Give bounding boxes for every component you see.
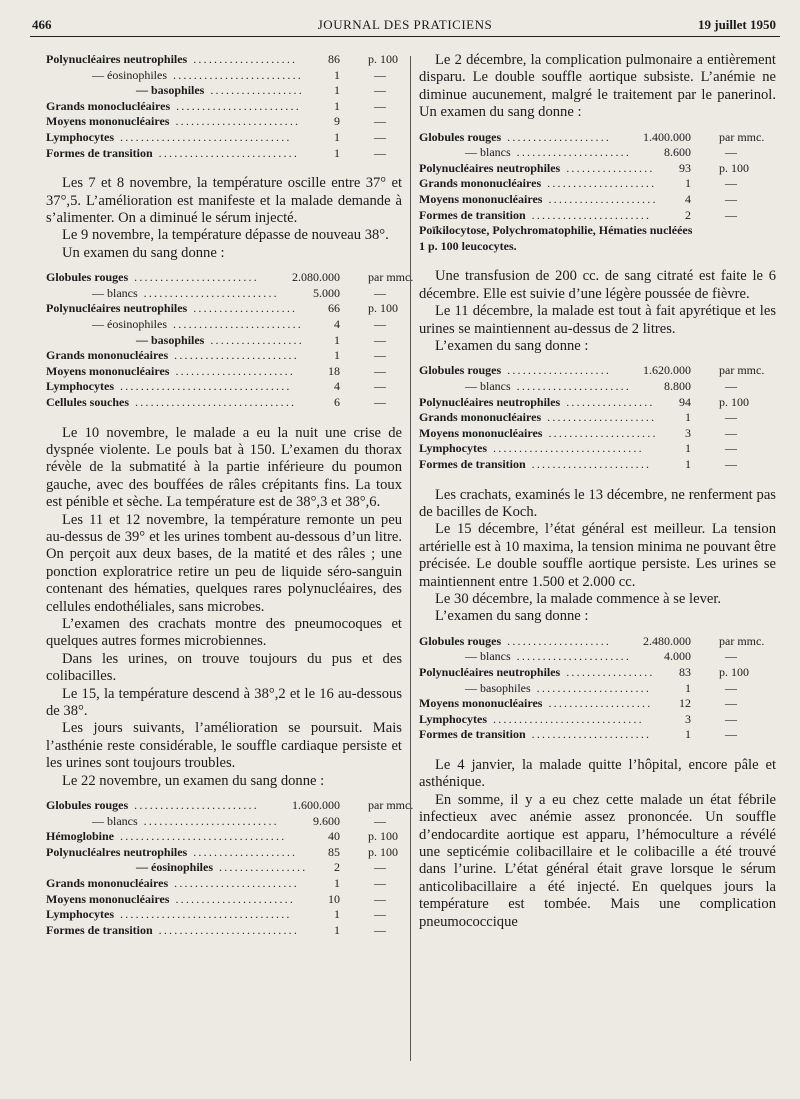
row-label: — éosinophiles <box>92 67 167 82</box>
dot-leader: ..................... <box>547 410 657 425</box>
table-row <box>46 114 402 130</box>
row-value: 1.400.000 <box>643 129 691 144</box>
dot-leader: ................. <box>566 160 655 175</box>
row-value: 3 <box>685 711 691 726</box>
paragraph: L’examen du sang donne : <box>435 338 589 354</box>
dot-leader: ........................ <box>174 348 299 363</box>
row-label: — éosinophiles <box>136 860 214 875</box>
table-row <box>46 348 402 364</box>
dot-leader: ............................. <box>493 441 644 456</box>
row-value: 4.000 <box>664 649 691 664</box>
row-unit: — <box>725 456 737 471</box>
row-label: Polynucléaires neutrophiles <box>419 665 561 679</box>
row-label: Formes de transition <box>46 145 153 160</box>
dot-leader: ............................... <box>135 394 297 409</box>
row-unit: par mmc. <box>368 270 414 285</box>
note-line: Poïkilocytose, Polychromatophilie, Hématies nucléées <box>419 223 693 238</box>
row-label: — blancs <box>465 145 511 160</box>
row-value: 1 <box>334 129 340 144</box>
row-value: 2.080.000 <box>292 270 340 285</box>
row-label: Moyens mononucléaires <box>419 192 543 206</box>
table-row <box>46 333 402 349</box>
table-row <box>419 712 776 728</box>
row-value: 66 <box>328 301 340 316</box>
row-label: Grands mononucléaires <box>46 876 169 891</box>
table-row <box>419 681 776 697</box>
row-label: Cellules souches <box>46 394 130 409</box>
dot-leader: .................. <box>210 332 304 347</box>
table-row <box>419 426 776 442</box>
dot-leader: .................... <box>193 844 298 859</box>
row-label: Moyens mononucléaires <box>46 891 170 906</box>
dot-leader: ................. <box>219 860 308 875</box>
paragraph: Dans les urines, on trouve toujours du pus et des colibacilles. <box>46 650 402 685</box>
row-unit: — <box>725 680 737 695</box>
dot-leader: .................... <box>507 129 612 144</box>
row-unit: — <box>725 410 737 425</box>
row-unit: — <box>374 394 386 409</box>
row-value: 1 <box>334 876 340 891</box>
row-unit: — <box>725 711 737 726</box>
row-label: Globules rouges <box>419 633 502 648</box>
table-row <box>419 363 776 379</box>
dot-leader: ........................... <box>158 922 300 937</box>
blood-table-6 <box>419 634 776 743</box>
page-number: 466 <box>32 17 52 32</box>
row-unit: — <box>374 860 386 875</box>
paragraph: L’examen du sang donne : <box>435 608 589 625</box>
row-unit: — <box>725 145 737 160</box>
row-value: 1 <box>685 727 691 742</box>
dot-leader: .................... <box>193 52 298 66</box>
row-label: Grands mononucléaires <box>419 176 542 191</box>
row-value: 1 <box>685 176 691 191</box>
row-unit: — <box>374 813 386 828</box>
row-unit: p. 100 <box>719 394 749 409</box>
row-label: Globules rouges <box>46 270 129 285</box>
row-value: 9 <box>334 114 340 129</box>
row-label: Lymphocytes <box>46 129 115 144</box>
row-label: Formes de transition <box>419 207 526 222</box>
table-row <box>46 860 402 876</box>
table-row <box>46 364 402 380</box>
paragraph: Un examen du sang donne : <box>62 244 225 261</box>
table-row <box>419 457 776 473</box>
row-label: — éosinophiles <box>92 316 167 331</box>
row-label: Formes de transition <box>46 922 153 937</box>
row-value: 5.000 <box>313 285 340 300</box>
dot-leader: ......................... <box>173 67 303 82</box>
right-column <box>419 52 776 931</box>
paragraph: Le 9 novembre, la température dépasse de nouveau 38°. <box>62 227 389 244</box>
row-label: Polynucléaires neutrophiles <box>46 301 188 316</box>
row-value: 1 <box>334 922 340 937</box>
row-unit: — <box>725 649 737 664</box>
row-unit: — <box>374 332 386 347</box>
dot-leader: .......................... <box>143 285 279 300</box>
paragraph: Les crachats, examinés le 13 décembre, ne renferment pas de bacilles de Koch. <box>419 486 776 520</box>
table-row <box>46 301 402 317</box>
row-value: 1 <box>334 83 340 98</box>
row-label: Globules rouges <box>419 363 502 378</box>
row-label: Moyens mononucléaires <box>419 696 543 711</box>
journal-title: JOURNAL DES PRATICIENS <box>317 17 493 32</box>
issue-date: 19 juillet 1950 <box>698 17 776 32</box>
row-label: — basophiles <box>136 83 205 98</box>
row-unit: p. 100 <box>368 844 398 859</box>
row-unit: — <box>374 114 386 129</box>
row-value: 2 <box>334 860 340 875</box>
row-value: 1 <box>334 67 340 82</box>
table-row <box>46 876 402 892</box>
blood-table-1 <box>46 52 402 161</box>
row-unit: — <box>725 441 737 456</box>
row-label: Lymphocytes <box>419 441 488 456</box>
paragraph: Le 15, la température descend à 38°,2 et le 16 au-dessous de 38°. <box>46 685 402 720</box>
row-label: Grands monoclucléaires <box>46 98 171 113</box>
dot-leader: .................... <box>507 363 612 378</box>
row-unit: — <box>374 67 386 82</box>
table-row <box>46 814 402 830</box>
dot-leader: ................................ <box>120 829 287 844</box>
dot-leader: ................. <box>566 394 655 409</box>
dot-leader: ................. <box>566 665 655 679</box>
dot-leader: ................................. <box>120 907 292 922</box>
row-unit: — <box>374 285 386 300</box>
row-value: 4 <box>685 192 691 206</box>
blood-table-3 <box>46 798 414 938</box>
paragraph: Le 11 décembre, la malade est tout à fait apyrétique et les urines se maintiennent au-dessus de 2 litres. <box>419 303 776 337</box>
row-label: Polynucléaires neutrophiles <box>419 394 561 409</box>
table-row <box>46 270 414 286</box>
row-value: 40 <box>328 829 340 844</box>
row-value: 94 <box>679 394 691 409</box>
row-unit: — <box>725 192 737 206</box>
table-row <box>46 845 402 861</box>
paragraph: Les jours suivants, l’amélioration se poursuit. Mais l’asthénie reste considérable, le souffle cardiaque persiste et les urines sont toujours troubles. <box>46 720 402 772</box>
row-label: — basophiles <box>465 680 531 695</box>
row-label: Lymphocytes <box>46 379 115 394</box>
dot-leader: ........................ <box>174 876 299 891</box>
dot-leader: ................................. <box>120 129 292 144</box>
row-value: 4 <box>334 379 340 394</box>
row-unit: — <box>374 348 386 363</box>
dot-leader: ............................. <box>493 711 644 726</box>
dot-leader: ....................... <box>531 456 652 471</box>
table-row <box>46 146 402 162</box>
row-label: Lymphocytes <box>46 907 115 922</box>
table-row <box>419 208 776 224</box>
dot-leader: ........................ <box>134 798 259 813</box>
row-unit: par mmc. <box>719 363 765 378</box>
row-value: 86 <box>328 52 340 66</box>
row-label: Hémoglobine <box>46 829 114 844</box>
row-unit: — <box>725 379 737 393</box>
table-row <box>46 798 414 814</box>
row-value: 1.600.000 <box>292 798 340 813</box>
table-row <box>46 83 402 99</box>
row-value: 18 <box>328 363 340 378</box>
dot-leader: ...................... <box>536 680 652 695</box>
row-unit: par mmc. <box>719 129 765 144</box>
row-label: Moyens mononucléaires <box>46 114 170 129</box>
row-unit: — <box>725 696 737 711</box>
row-value: 1 <box>685 441 691 456</box>
blood-table-4 <box>419 130 776 224</box>
row-value: 8.600 <box>664 145 691 160</box>
row-label: Formes de transition <box>419 456 526 471</box>
table-row <box>419 192 776 208</box>
row-label: Globules rouges <box>46 798 129 813</box>
row-label: Polynucléaires neutrophiles <box>46 52 188 66</box>
row-unit: — <box>374 363 386 378</box>
row-value: 8.800 <box>664 379 691 393</box>
dot-leader: .......................... <box>143 813 279 828</box>
row-value: 1 <box>334 332 340 347</box>
dot-leader: ...................... <box>516 379 632 393</box>
row-unit: — <box>725 207 737 222</box>
row-unit: par mmc. <box>719 633 765 648</box>
row-value: 1 <box>334 145 340 160</box>
row-value: 85 <box>328 844 340 859</box>
row-value: 93 <box>679 160 691 175</box>
row-value: 1.620.000 <box>643 363 691 378</box>
row-unit: — <box>374 98 386 113</box>
row-value: 12 <box>679 696 691 711</box>
row-unit: p. 100 <box>368 829 398 844</box>
table-row <box>419 130 776 146</box>
dot-leader: ....................... <box>531 207 652 222</box>
row-label: Formes de transition <box>419 727 526 742</box>
dot-leader: ........................ <box>134 270 259 285</box>
dot-leader: ........................ <box>176 98 301 113</box>
row-label: Polynucléaires neutrophiles <box>419 160 561 175</box>
row-unit: — <box>725 176 737 191</box>
table-row <box>46 923 402 939</box>
paragraph: Les 11 et 12 novembre, la température remonte un peu au-dessus de 39° et les urines tombent au-dessous d’un litre. On perçoit aux deux bases, de la matité et des râles ; une ponction exploratrice retire un peu de liquide séro-sanguin contenant des hématies, quelques rares polynucléaires, des cellules endothéliales, sans microbes. <box>46 511 402 615</box>
dot-leader: ....................... <box>531 727 652 742</box>
row-unit: — <box>374 907 386 922</box>
paragraph: Le 4 janvier, la malade quitte l’hôpital, encore pâle et asthénique. <box>419 756 776 791</box>
table-row <box>46 52 402 68</box>
row-value: 1 <box>685 456 691 471</box>
left-column <box>46 52 414 938</box>
paragraph: Le 15 décembre, l’état général est meilleur. La tension artérielle est à 10 maxima, la tension minima ne pouvant être précisée. Le double souffle aortique persiste. Les urines se maintiennent entre 1.500 et 2.000 cc. <box>419 521 776 590</box>
table-row <box>419 696 776 712</box>
row-value: 2.480.000 <box>643 633 691 648</box>
row-label: — blancs <box>92 813 138 828</box>
row-value: 1 <box>334 907 340 922</box>
row-label: Globules rouges <box>419 129 502 144</box>
row-value: 3 <box>685 425 691 440</box>
row-label: Grands mononucléaires <box>46 348 169 363</box>
table-row <box>46 317 402 333</box>
row-value: 4 <box>334 316 340 331</box>
paragraph: Le 22 novembre, un examen du sang donne : <box>62 772 325 789</box>
column-divider <box>410 56 411 1061</box>
dot-leader: ........................... <box>158 145 300 160</box>
table-row <box>46 379 402 395</box>
paragraph: Le 2 décembre, la complication pulmonaire a entièrement disparu. Le double souffle aortique subsiste. L’anémie ne diminue aucunement, malgré le traitement par le panerinol. Un examen du sang donne : <box>419 52 776 121</box>
page-header <box>30 14 780 37</box>
row-value: 10 <box>328 891 340 906</box>
row-unit: — <box>374 316 386 331</box>
row-value: 1 <box>685 410 691 425</box>
table-row <box>419 727 776 743</box>
table-row <box>419 145 776 161</box>
table-row <box>46 286 402 302</box>
row-label: — basophiles <box>136 332 205 347</box>
table-row <box>46 130 402 146</box>
row-unit: p. 100 <box>368 301 398 316</box>
row-unit: — <box>374 922 386 937</box>
dot-leader: ......................... <box>173 316 303 331</box>
row-unit: par mmc. <box>368 798 414 813</box>
paragraph: Le 10 novembre, le malade a eu la nuit une crise de dyspnée violente. Le pouls bat à 150. L’examen du thorax révèle de la submatité à la partie inférieure du poumon gauche, avec des bouffées de râles crépitants fins. La toux est pénible et sèche. La température est de 38°,3 et 38°,6. <box>46 424 402 511</box>
row-unit: — <box>374 145 386 160</box>
dot-leader: .................... <box>193 301 298 316</box>
row-label: — blancs <box>465 379 511 393</box>
table-row <box>419 441 776 457</box>
blood-table-5 <box>419 363 776 472</box>
dot-leader: .................... <box>548 696 653 711</box>
row-value: 6 <box>334 394 340 409</box>
row-label: Moyens mononucléaires <box>46 363 170 378</box>
table-row <box>46 829 402 845</box>
paragraph: Les 7 et 8 novembre, la température oscille entre 37° et 37°,5. L’amélioration est manifeste et la malade demande à s’alimenter. On a diminué le sérum injecté. <box>46 175 402 226</box>
row-label: Moyens mononucléaires <box>419 425 543 440</box>
paragraph: En somme, il y a eu chez cette malade un état fébrile infectieux avec anémie assez prononcée. Un souffle d’endocardite aortique est apparu, l’hémoculture a révélé une septicémie colibacillaire et le colibacille a été trouvé dans l’urine. L’état général était grave lorsque le sérum anticolibacillaire a été injecté. En quelques jours la température est tombée. Mais une complication pneumococcique <box>419 791 776 930</box>
row-value: 2 <box>685 207 691 222</box>
dot-leader: ..................... <box>548 192 658 206</box>
row-value: 83 <box>679 665 691 679</box>
table-row <box>419 176 776 192</box>
row-unit: p. 100 <box>368 52 398 66</box>
dot-leader: ..................... <box>547 176 657 191</box>
row-label: Polynucléalres neutrophiles <box>46 844 188 859</box>
dot-leader: ................................. <box>120 379 292 394</box>
row-unit: — <box>374 891 386 906</box>
row-value: 9.600 <box>313 813 340 828</box>
row-unit: p. 100 <box>719 160 749 175</box>
row-unit: — <box>374 129 386 144</box>
dot-leader: ...................... <box>516 145 632 160</box>
blood-table-2 <box>46 270 414 410</box>
row-label: — blancs <box>465 649 511 664</box>
row-unit: — <box>374 379 386 394</box>
table-row <box>46 99 402 115</box>
table-row <box>419 395 776 411</box>
dot-leader: ..................... <box>548 425 658 440</box>
blood-note <box>419 223 776 254</box>
row-value: 1 <box>685 680 691 695</box>
row-unit: — <box>374 876 386 891</box>
table-row <box>419 634 776 650</box>
dot-leader: ........................ <box>175 114 301 129</box>
table-row <box>419 379 776 395</box>
table-row <box>46 907 402 923</box>
paragraph: L’examen des crachats montre des pneumocoques et quelques autres formes microbiennes. <box>46 616 402 650</box>
row-value: 1 <box>334 98 340 113</box>
row-unit: — <box>725 425 737 440</box>
dot-leader: .................. <box>210 83 304 98</box>
dot-leader: ....................... <box>175 363 296 378</box>
table-row <box>419 161 776 177</box>
paragraph: Une transfusion de 200 cc. de sang citraté est faite le 6 décembre. Elle est suivie d’une légère poussée de fièvre. <box>419 268 776 302</box>
table-row <box>419 649 776 665</box>
table-row <box>419 665 776 681</box>
table-row <box>419 410 776 426</box>
row-unit: p. 100 <box>719 665 749 679</box>
dot-leader: ....................... <box>175 891 296 906</box>
note-line: 1 p. 100 leucocytes. <box>419 238 517 253</box>
table-row <box>46 68 402 84</box>
row-label: — blancs <box>92 285 138 300</box>
row-unit: — <box>725 727 737 742</box>
dot-leader: ...................... <box>516 649 632 664</box>
table-row <box>46 892 402 908</box>
row-label: Grands mononucléaires <box>419 410 542 425</box>
table-row <box>46 395 402 411</box>
paragraph: Le 30 décembre, la malade commence à se lever. <box>435 591 722 607</box>
row-label: Lymphocytes <box>419 711 488 726</box>
row-unit: — <box>374 83 386 98</box>
dot-leader: .................... <box>507 633 612 648</box>
row-value: 1 <box>334 348 340 363</box>
